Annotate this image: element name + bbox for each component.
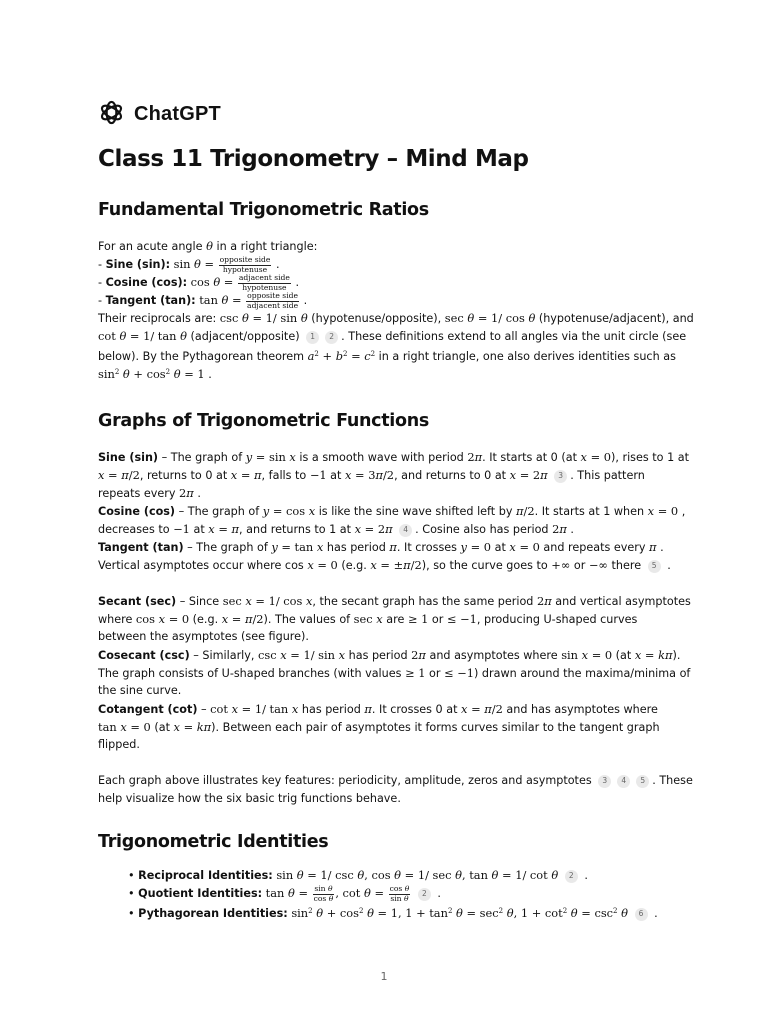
citation-2[interactable]: 2 (325, 331, 338, 344)
citation-5b[interactable]: 5 (636, 775, 649, 788)
section-heading-identities: Trigonometric Identities (98, 832, 329, 852)
citation-5[interactable]: 5 (648, 560, 661, 573)
list-item: • Reciprocal Identities: sin θ = 1/ csc θ, cos θ = 1/ sec θ, tan θ = 1/ cot θ 2 . (128, 868, 588, 882)
citation-4[interactable]: 4 (399, 524, 412, 537)
identities-list (128, 866, 658, 920)
document-page (98, 96, 694, 920)
citation-2b[interactable]: 2 (565, 870, 578, 883)
citation-4b[interactable]: 4 (617, 775, 630, 788)
openai-logo-icon (98, 99, 125, 130)
brand-name: ChatGPT (134, 102, 221, 125)
citation-3b[interactable]: 3 (598, 775, 611, 788)
page-number: 1 (380, 970, 388, 983)
list-item: • Quotient Identities: tan θ = $\frac{\text{sin θ}}{\text{cos θ}}$ , cot θ = $\frac{\text{cos θ}}{\text{sin θ}}$ 2 . (128, 884, 441, 903)
citation-6[interactable]: 6 (635, 908, 648, 921)
citation-1[interactable]: 1 (306, 331, 319, 344)
section-heading-ratios: Fundamental Trigonometric Ratios (98, 200, 429, 220)
citation-3[interactable]: 3 (554, 470, 567, 483)
brand-header (98, 96, 672, 132)
section-heading-graphs: Graphs of Trigonometric Functions (98, 411, 430, 431)
list-item: • Pythagorean Identities: $\sin^2 \theta + \cos^2 \theta = 1$, $1 + \tan^2 \theta = \sec^2 \theta$, $1 + \cot^2 \theta = \csc^2 \theta$ 6 . (128, 906, 658, 920)
section-ratios-body: For an acute angle θ in a right triangle: - Sine (sin): sin θ = $\frac{\text{opposite side}}{\text{hypotenuse}}$ . - Cosine (cos): cos θ = $\frac{\text{adjacent side}}{\text{hypotenuse}}$ . - Tangent (tan): tan θ = $\frac{\text{opposite side}}{\text{adjacent side}}$ . Their reciprocals are: csc θ = 1/ sin θ (hypotenuse/opposite), sec θ = 1/ cos θ (hypotenuse/adjacent), and cot θ = 1/ tan θ (adjacent/opposite) 1 2 . These definitions extend to all angles via the unit circle (see below). By the Pythagorean theorem $a^2 + b^2 = c^2$ in a right triangle, one also derives identities such as $\sin^2 \theta + \cos^2 \theta = 1$ . (98, 239, 694, 381)
citation-2c[interactable]: 2 (418, 888, 431, 901)
section-graphs-body: Sine (sin) – The graph of y = sin x is a smooth wave with period 2π. It starts at 0 (at x = 0), rises to 1 at x = π/2, returns to 0 at x = π, falls to −1 at x = 3π/2, and returns to 0 at x = 2π 3 . This pattern repeats every 2π . Cosine (cos) – The graph of y = cos x is like the sine wave shifted left by π/2. It starts at 1 when x = 0 , decreases to −1 at x = π, and returns to 1 at x = 2π 4 . Cosine also has period 2π . Tangent (tan) – The graph of y = tan x has period π. It crosses y = 0 at x = 0 and repeats every π . Vertical asymptotes occur where cos x = 0 (e.g. x = ±π/2), so the curve goes to +∞ or −∞ there 5 . Secant (sec) – Since sec x = 1/ cos x, the secant graph has the same period 2π and vertical asymptotes where cos x = 0 (e.g. x = π/2). The values of sec x are ≥ 1 or ≤ −1, producing U-shaped curves between the asymptotes (see figure). Cosecant (csc) – Similarly, csc x = 1/ sin x has period 2π and asymptotes where sin x = 0 (at x = kπ). The graph consists of U-shaped branches (with values ≥ 1 or ≤ −1) drawn around the maxima/minima of the sine curve. Cotangent (cot) – cot x = 1/ tan x has period π. It crosses 0 at x = π/2 and has asymptotes where tan x = 0 (at x = kπ). Between each pair of asymptotes it forms curves similar to the tangent graph flipped. Each graph above illustrates key features: periodicity, amplitude, zeros and asymptotes 3 4 5 . These help visualize how the six basic trig functions behave. (98, 450, 693, 805)
page-title: Class 11 Trigonometry – Mind Map (98, 146, 529, 172)
